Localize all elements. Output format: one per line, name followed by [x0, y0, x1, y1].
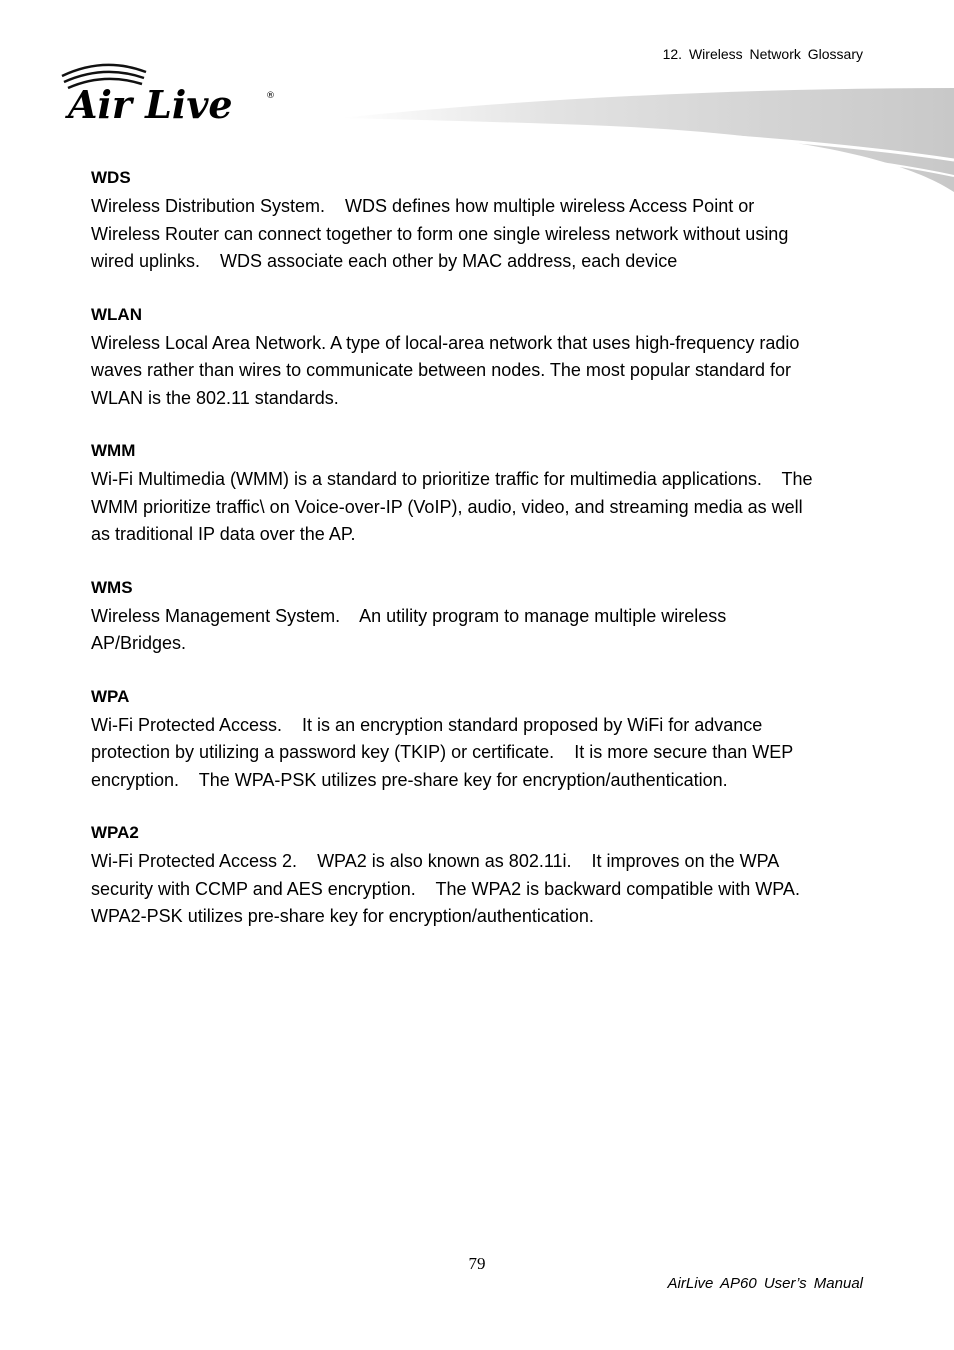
- glossary-entry-wlan: [91, 303, 871, 413]
- glossary-definition: Wireless Distribution System. WDS defines how multiple wireless Access Point or Wireless Router can connect together to form one single wireless network without using wired uplinks. WDS associate each other by MAC address, each device: [91, 196, 789, 271]
- svg-text:Air Live: Air Live: [68, 82, 233, 126]
- glossary-content: [91, 166, 871, 958]
- glossary-definition: Wi-Fi Protected Access. It is an encryption standard proposed by WiFi for advance protection by utilizing a password key (TKIP) or certificate. It is more secure than WEP encryption. The WPA-PSK utilizes pre-share key for encryption/authentication.: [91, 714, 794, 790]
- glossary-entry-wpa: [91, 685, 871, 795]
- glossary-term: WPA: [91, 686, 130, 706]
- glossary-definition: Wi-Fi Multimedia (WMM) is a standard to prioritize traffic for multimedia applications. The WMM prioritize traffic\ on Voice-over-IP (VoIP), audio, video, and streaming media as well as traditional IP data over the AP.: [91, 469, 813, 544]
- glossary-definition: Wireless Local Area Network. A type of local-area network that uses high-frequency radio waves rather than wires to communicate between nodes. The most popular standard for WLAN is the 802.11 standards.: [91, 332, 800, 408]
- page-number: 79: [468, 1254, 486, 1273]
- glossary-term: WMM: [91, 441, 136, 460]
- glossary-term: WPA2: [91, 823, 139, 842]
- glossary-definition: Wireless Management System. An utility program to manage multiple wireless AP/Bridges.: [91, 605, 727, 653]
- svg-text:®: ®: [266, 91, 275, 101]
- section-title: 12. Wireless Network Glossary: [662, 46, 863, 62]
- glossary-entry-wpa2: [91, 821, 871, 931]
- glossary-term: WLAN: [91, 304, 142, 324]
- glossary-term: WMS: [91, 577, 133, 597]
- manual-title: AirLive AP60 User’s Manual: [667, 1275, 863, 1292]
- glossary-entry-wms: [91, 576, 871, 658]
- glossary-entry-wds: [91, 166, 871, 276]
- glossary-definition: Wi-Fi Protected Access 2. WPA2 is also known as 802.11i. It improves on the WPA security with CCMP and AES encryption. The WPA2 is backward compatible with WPA. WPA2-PSK utilizes pre-share key for encryption/authentication.: [91, 851, 800, 926]
- glossary-entry-wmm: [91, 439, 871, 549]
- airlive-logo: [54, 58, 286, 126]
- glossary-term: WDS: [91, 168, 131, 187]
